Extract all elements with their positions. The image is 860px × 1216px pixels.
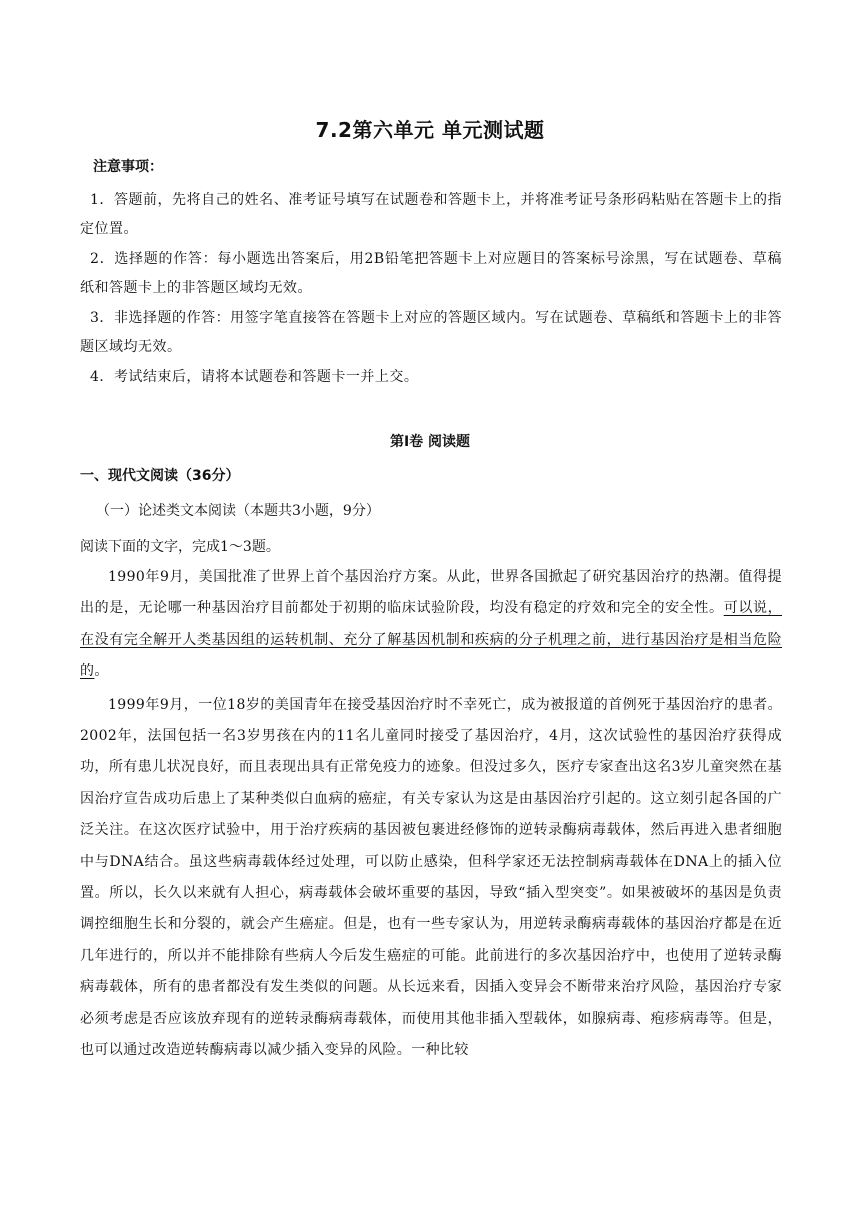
paragraph-end-mark: 。 xyxy=(94,663,109,680)
underlined-sentence: 可以说，在没有完全解开人类基因组的运转机制、充分了解基因机制和疾病的分子机理之前，进行基因治疗是相当危险的 xyxy=(80,600,782,680)
notice-item: 1．答题前，先将自己的姓名、准考证号填写在试题卷和答题卡上，并将准考证号条形码粘贴在答题卡上的指定位置。 xyxy=(80,192,782,237)
reading-passage xyxy=(80,562,782,1067)
part-heading: 一、现代文阅读（36分） xyxy=(80,468,240,484)
paragraph-text: 1990年9月，美国批准了世界上首个基因治疗方案。从此，世界各国掀起了研究基因治疗的热潮。值得提出的是，无论哪一种基因治疗目前都处于初期的临床试验阶段，均没有稳定的疗效和完全的安全性。 xyxy=(80,569,782,617)
sub-heading: （一）论述类文本阅读（本题共3小题，9分） xyxy=(96,503,380,519)
notice-item: 2．选择题的作答：每小题选出答案后，用2B铅笔把答题卡上对应题目的答案标号涂黑，写在试题卷、草稿纸和答题卡上的非答题区域均无效。 xyxy=(80,251,782,296)
notice-heading: 注意事项： xyxy=(93,159,163,175)
section-title: 第Ⅰ卷 阅读题 xyxy=(389,434,471,450)
notice-item: 3．非选择题的作答：用签字笔直接答在答题卡上对应的答题区域内。写在试题卷、草稿纸和答题卡上的非答题区域均无效。 xyxy=(80,310,782,355)
passage-paragraph-1 xyxy=(80,562,782,688)
notice-list xyxy=(80,186,782,393)
reading-instruction: 阅读下面的文字，完成1～3题。 xyxy=(80,539,280,555)
passage-paragraph-2: 1999年9月，一位18岁的美国青年在接受基因治疗时不幸死亡，成为被报道的首例死于基因治疗的患者。2002年，法国包括一名3岁男孩在内的11名儿童同时接受了基因治疗，4月，这次试验性的基因治疗获得成功，所有患儿状况良好，而且表现出具有正常免疫力的迹象。但没过多久，医疗专家查出这名3岁儿童突然在基因治疗宣告成功后患上了某种类似白血病的癌症，有关专家认为这是由基因治疗引起的。这立刻引起各国的广泛关注。在这次医疗试验中，用于治疗疾病的基因被包裹进经修饰的逆转录酶病毒载体，然后再进入患者细胞中与DNA结合。虽这些病毒载体经过处理，可以防止感染，但科学家还无法控制病毒载体在DNA上的插入位置。所以，长久以来就有人担心，病毒载体会破坏重要的基因，导致“插入型突变”。如果被破坏的基因是负责调控细胞生长和分裂的，就会产生癌症。但是，也有一些专家认为，用逆转录酶病毒载体的基因治疗都是在近几年进行的，所以并不能排除有些病人今后发生癌症的可能。此前进行的多次基因治疗中，也使用了逆转录酶病毒载体，所有的患者都没有发生类似的问题。从长远来看，因插入变异会不断带来治疗风险，基因治疗专家必须考虑是否应该放弃现有的逆转录酶病毒载体，而使用其他非插入型载体，如腺病毒、疱疹病毒等。但是，也可以通过改造逆转酶病毒以减少插入变异的风险。一种比较 xyxy=(80,696,782,1059)
notice-item: 4．考试结束后，请将本试题卷和答题卡一并上交。 xyxy=(90,369,419,385)
document-title: 7.2第六单元 单元测试题 xyxy=(315,118,545,142)
